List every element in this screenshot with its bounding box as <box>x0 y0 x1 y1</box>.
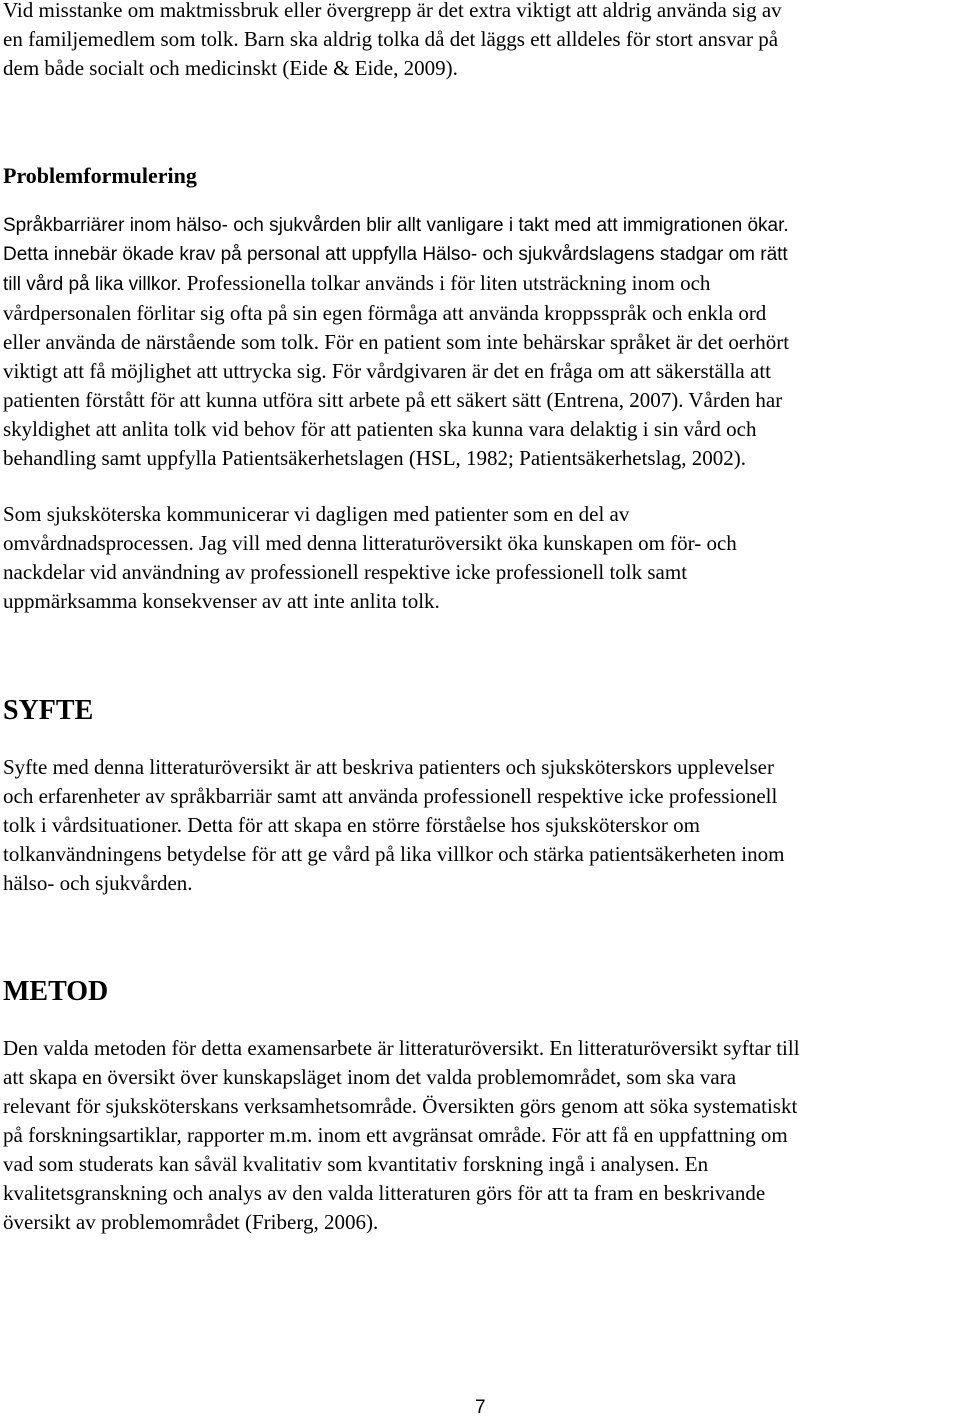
text-line: kvalitetsgranskning och analys av den valda litteraturen görs för att ta fram en beskrivande <box>3 1181 766 1205</box>
text-line: på forskningsartiklar, rapporter m.m. inom ett avgränsat område. För att få en uppfattning om <box>3 1123 788 1147</box>
page-number: 7 <box>475 1397 486 1418</box>
text-line: omvårdnadsprocessen. Jag vill med denna litteraturöversikt öka kunskapen om för- och <box>3 531 737 555</box>
syfte-paragraph <box>3 753 951 898</box>
text-line: nackdelar vid användning av professionell respektive icke professionell tolk samt <box>3 560 688 584</box>
text-line: eller använda de närstående som tolk. För en patient som inte behärskar språket är det oerhört <box>3 330 790 354</box>
text-line: tolkanvändningens betydelse för att ge vård på lika villkor och stärka patientsäkerheten inom <box>3 842 785 866</box>
text-line: Syfte med denna litteraturöversikt är att beskriva patienters och sjuksköterskors upplevelser <box>3 755 774 779</box>
text-line-mixed <box>3 269 951 299</box>
text-line: behandling samt uppfylla Patientsäkerhetslagen (HSL, 1982; Patientsäkerhetslag, 2002). <box>3 446 746 470</box>
text-line: hälso- och sjukvården. <box>3 871 193 895</box>
intro-paragraph <box>3 0 951 83</box>
text-line: viktigt att få möjlighet att uttrycka sig. För vårdgivaren är det en fråga om att säkerställa att <box>3 359 771 383</box>
text-line: relevant för sjuksköterskans verksamhetsområde. Översikten görs genom att söka systematiskt <box>3 1094 798 1118</box>
problem-paragraph-2 <box>3 500 951 616</box>
metod-paragraph <box>3 1034 951 1237</box>
text-line: Detta innebär ökade krav på personal att uppfylla Hälso- och sjukvårdslagens stadgar om rätt <box>3 244 788 265</box>
text-fragment: Professionella tolkar används i för liten utsträckning inom och <box>181 271 711 295</box>
text-line: översikt av problemområdet (Friberg, 2006). <box>3 1210 379 1234</box>
text-line: dem både socialt och medicinskt (Eide & Eide, 2009). <box>3 56 458 80</box>
text-fragment: till vård på lika villkor. <box>3 274 182 295</box>
problem-paragraph <box>3 211 951 473</box>
text-line: vårdpersonalen förlitar sig ofta på sin egen förmåga att använda kroppsspråk och enkla ord <box>3 301 767 325</box>
text-line: tolk i vårdsituationer. Detta för att skapa en större förståelse hos sjuksköterskor om <box>3 813 700 837</box>
text-line: uppmärksamma konsekvenser av att inte anlita tolk. <box>3 589 440 613</box>
text-line: Den valda metoden för detta examensarbete är litteraturöversikt. En litteraturöversikt syftar till <box>3 1036 800 1060</box>
text-line: en familjemedlem som tolk. Barn ska aldrig tolka då det läggs ett alldeles för stort ansvar på <box>3 27 779 51</box>
text-line: och erfarenheter av språkbarriär samt att använda professionell respektive icke professionell <box>3 784 778 808</box>
text-line: att skapa en översikt över kunskapsläget inom det valda problemområdet, som ska vara <box>3 1065 737 1089</box>
text-line: vad som studerats kan såväl kvalitativ som kvantitativ forskning ingå i analysen. En <box>3 1152 709 1176</box>
section-heading-syfte: SYFTE <box>3 695 94 726</box>
text-line: patienten förstått för att kunna utföra sitt arbete på ett säkert sätt (Entrena, 2007). Vården har <box>3 388 783 412</box>
text-line: Vid misstanke om maktmissbruk eller övergrepp är det extra viktigt att aldrig använda sig av <box>3 0 782 22</box>
section-heading-problemformulering: Problemformulering <box>3 163 197 188</box>
section-heading-metod: METOD <box>3 976 109 1007</box>
text-line: Språkbarriärer inom hälso- och sjukvården blir allt vanligare i takt med att immigrationen ökar. <box>3 215 789 236</box>
text-line: Som sjuksköterska kommunicerar vi dagligen med patienter som en del av <box>3 502 630 526</box>
text-line: skyldighet att anlita tolk vid behov för att patienten ska kunna vara delaktig i sin vård och <box>3 417 757 441</box>
